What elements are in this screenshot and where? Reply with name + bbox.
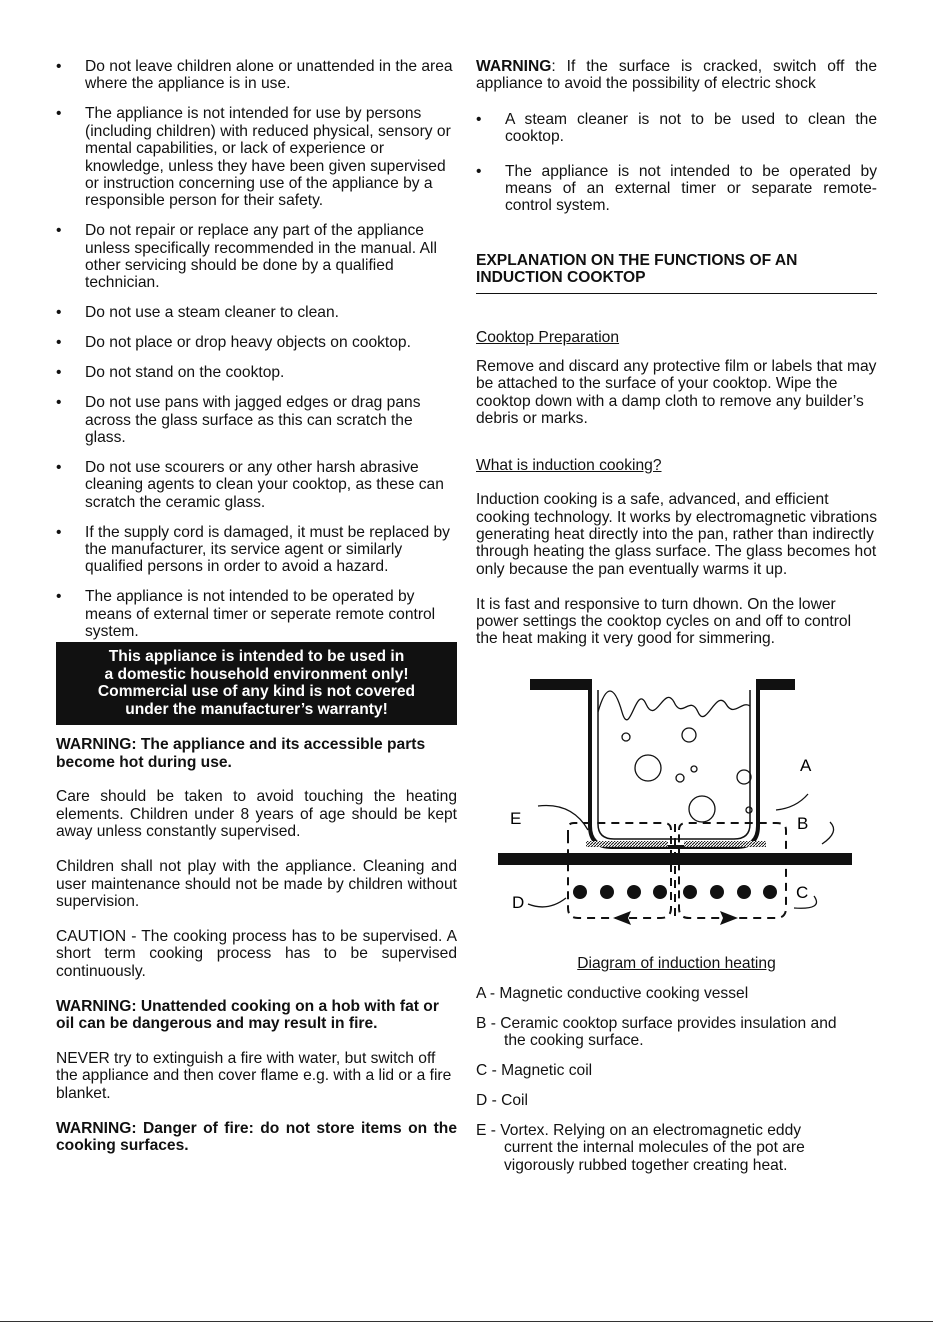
arrow-right-icon — [720, 911, 738, 925]
legend-continuation: current the internal molecules of the pot are vigorously rubbed together creating heat. — [504, 1139, 805, 1174]
notice-line: a domestic household environment only! — [104, 665, 409, 683]
notice-line: Commercial use of any kind is not covered — [97, 683, 416, 701]
induction-cooking-title: What is induction cooking? — [476, 456, 662, 474]
list-item: • Do not stand on the cooktop. — [56, 364, 457, 381]
list-item: • Do not leave children alone or unattended in the area where the appliance is in use. — [56, 58, 457, 93]
list-item: • The appliance is not intended to be operated by means of external timer or seperate remote control system. — [56, 588, 457, 640]
leader-b — [822, 822, 834, 844]
list-item: • If the supply cord is damaged, it must be replaced by the manufacturer, its service agent or similarly qualified persons in order to avoid a hazard. — [56, 524, 457, 576]
induction-cooking-text: Induction cooking is a safe, advanced, and efficient cooking technology. It works by electromagnetic vibrations generating heat directly into the pan, rather than indirectly through heating the glass surface. The glass becomes hot only because the pan eventually warms it up. — [476, 491, 878, 578]
label-b: B — [797, 813, 809, 833]
coil-dot — [600, 885, 614, 899]
bubble — [746, 807, 752, 813]
safety-bullet-list — [56, 58, 457, 640]
legend-item — [476, 1122, 877, 1174]
liquid-surface — [598, 691, 750, 720]
right-column — [476, 58, 877, 1187]
legend-text: C - Magnetic coil — [476, 1061, 593, 1079]
warning-fire-storage: WARNING: Danger of fire: do not store items on the cooking surfaces. — [56, 1119, 457, 1154]
legend-text: A - Magnetic conductive cooking vessel — [476, 984, 749, 1002]
diagram-legend — [476, 985, 877, 1174]
legend-text: E - Vortex. Relying on an electromagnetic eddy — [476, 1121, 802, 1139]
care-paragraph: Care should be taken to avoid touching the heating elements. Children under 8 years of age should be kept away unless constantly supervised. — [56, 788, 457, 841]
bubble — [635, 755, 661, 781]
list-item: • Do not use a steam cleaner to clean. — [56, 304, 457, 321]
section-heading — [476, 252, 877, 294]
bubble — [682, 728, 696, 742]
fast-responsive-text: It is fast and responsive to turn dhown. On the lower power settings the cooktop cycles on and off to control the heat making it very good for simmering. — [476, 595, 852, 648]
pan-inner-wall — [598, 690, 750, 839]
label-a: A — [800, 755, 812, 775]
vortex-hatch-left — [586, 841, 668, 847]
never-water-paragraph: NEVER try to extinguish a fire with water, but switch off the appliance and then cover flame e.g. with a lid or a fire blanket. — [56, 1049, 452, 1102]
label-d: D — [512, 892, 525, 912]
warning-cracked-surface — [476, 58, 877, 93]
vortex-hatch-right — [684, 841, 766, 847]
diagram-caption: Diagram of induction heating — [577, 954, 776, 972]
legend-text: B - Ceramic cooktop surface provides insulation and — [476, 1014, 837, 1032]
bubble — [676, 774, 684, 782]
warning-hot-parts: WARNING: The appliance and its accessible parts become hot during use. — [56, 736, 426, 771]
induction-heating-diagram — [476, 674, 877, 949]
cooktop-preparation-title: Cooktop Preparation — [476, 328, 620, 346]
coil-dot — [737, 885, 751, 899]
field-loop-left — [568, 823, 671, 918]
coil-dot — [573, 885, 587, 899]
right-bullet-list — [476, 111, 877, 215]
legend-continuation: the cooking surface. — [504, 1032, 644, 1050]
label-c: C — [796, 882, 809, 902]
coil-dot — [683, 885, 697, 899]
leader-a — [776, 794, 808, 810]
warning-label: WARNING — [476, 58, 552, 75]
coil-dot — [653, 885, 667, 899]
warning-text: : If the surface is cracked, switch off the appliance to avoid the possibility of electric shock — [476, 58, 877, 93]
notice-line: This appliance is intended to be used in — [108, 648, 405, 666]
list-item: • Do not place or drop heavy objects on cooktop. — [56, 334, 457, 351]
children-paragraph: Children shall not play with the appliance. Cleaning and user maintenance should not be made by children without supervision. — [56, 858, 457, 910]
arrow-left-icon — [613, 911, 631, 925]
list-item: • Do not use scourers or any other harsh abrasive cleaning agents to clean your cooktop, as these can scratch the ceramic glass. — [56, 459, 457, 511]
coil-dot — [763, 885, 777, 899]
bubble — [622, 733, 630, 741]
left-column — [56, 58, 457, 1172]
bubble — [737, 770, 751, 784]
pan-body — [590, 679, 758, 847]
leader-d — [528, 898, 566, 907]
legend-item — [476, 985, 877, 1002]
bubble — [689, 796, 715, 822]
warning-fat-oil: WARNING: Unattended cooking on a hob with fat or oil can be dangerous and may result in fire. — [56, 997, 439, 1032]
heading-line: INDUCTION COOKTOP — [476, 269, 646, 287]
list-item: • Do not use pans with jagged edges or drag pans across the glass surface as this can scratch the glass. — [56, 394, 457, 446]
pan-rim-right — [758, 679, 795, 690]
list-item: • Do not repair or replace any part of the appliance unless specifically recommended in the manual. All other servicing should be done by a qualified technician. — [56, 222, 457, 292]
coil-dot — [710, 885, 724, 899]
heading-line: EXPLANATION ON THE FUNCTIONS OF AN — [476, 251, 798, 269]
list-item: • A steam cleaner is not to be used to clean the cooktop. — [476, 111, 877, 146]
caution-paragraph: CAUTION - The cooking process has to be supervised. A short term cooking process has to be supervised continuously. — [56, 927, 457, 980]
page-bottom-rule — [0, 1321, 933, 1322]
legend-item — [476, 1015, 877, 1050]
leader-e — [538, 805, 588, 830]
legend-item — [476, 1062, 877, 1079]
bubble — [691, 766, 697, 772]
legend-item — [476, 1092, 877, 1109]
domestic-use-notice — [56, 642, 457, 725]
list-item: • The appliance is not intended for use by persons (including children) with reduced physical, sensory or mental capabilities, or lack of experience or knowledge, unless they have been given supervised or instruction concerning use of the appliance by a responsible person for their safety. — [56, 105, 457, 209]
label-e: E — [510, 808, 522, 828]
notice-line: under the manufacturer’s warranty! — [125, 700, 388, 718]
field-loop-right — [679, 823, 786, 918]
list-item: • The appliance is not intended to be operated by means of an external timer or separate remote-control system. — [476, 163, 877, 215]
pan-rim-left — [530, 679, 590, 690]
cooktop-preparation-text: Remove and discard any protective film or labels that may be attached to the surface of your cooktop. Wipe the cooktop down with a damp cloth to remove any builder’s debris or marks. — [476, 358, 877, 428]
legend-text: D - Coil — [476, 1091, 528, 1109]
coil-dot — [627, 885, 641, 899]
